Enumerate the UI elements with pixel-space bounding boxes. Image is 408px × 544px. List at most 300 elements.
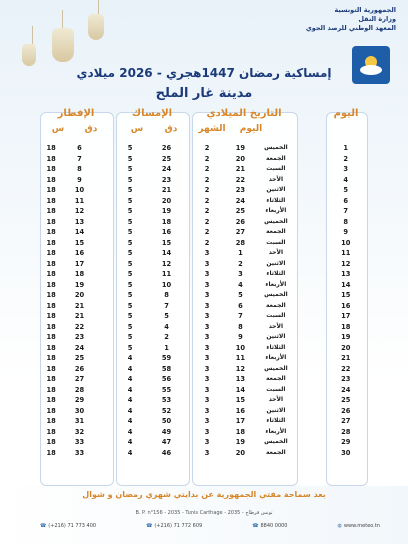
spacer-cell bbox=[97, 196, 113, 207]
imsak-hour-cell: 5 bbox=[127, 186, 133, 194]
iftar-minute-cell: 30 bbox=[74, 406, 85, 415]
table-row bbox=[40, 238, 366, 249]
date-cell: 6 bbox=[238, 301, 243, 310]
month-cell: 3 bbox=[204, 259, 210, 268]
date-cell: 7 bbox=[238, 312, 243, 320]
month-cell: 3 bbox=[204, 354, 210, 362]
spacer-cell bbox=[295, 364, 325, 375]
day-number-cell: 8 bbox=[343, 217, 349, 226]
spacer-cell bbox=[295, 175, 325, 186]
imsak-hour-cell: 5 bbox=[127, 322, 133, 331]
imsak-minute-cell: 24 bbox=[161, 165, 172, 173]
iftar-minute-cell: 23 bbox=[74, 333, 85, 341]
imsak-hour-cell: 4 bbox=[127, 364, 133, 373]
date-cell: 2 bbox=[238, 259, 243, 268]
table-row bbox=[40, 280, 366, 291]
spacer-cell bbox=[97, 322, 113, 333]
table-row bbox=[40, 395, 366, 406]
date-cell: 26 bbox=[235, 217, 246, 226]
weekday-cell: السبت bbox=[266, 385, 286, 393]
imsak-minute-cell: 23 bbox=[161, 175, 172, 184]
weekday-cell: الجمعة bbox=[266, 301, 286, 309]
spacer-cell bbox=[295, 227, 325, 238]
imsak-hour-cell: 5 bbox=[127, 301, 133, 310]
imsak-hour-cell: 5 bbox=[127, 196, 133, 205]
table-row bbox=[40, 322, 366, 333]
imsak-minute-cell: 19 bbox=[161, 207, 172, 215]
date-cell: 5 bbox=[238, 291, 243, 299]
month-cell: 2 bbox=[204, 217, 210, 226]
spacer-cell bbox=[295, 164, 325, 175]
weekday-cell: الأحد bbox=[268, 322, 284, 330]
day-number-cell: 15 bbox=[341, 291, 351, 299]
iftar-hour-cell: 18 bbox=[46, 385, 56, 394]
day-number-cell: 20 bbox=[341, 343, 351, 352]
phone-icon: ☎ bbox=[252, 523, 259, 529]
weekday-cell: الجمعة bbox=[266, 154, 286, 162]
imsak-hour-cell: 5 bbox=[127, 280, 133, 289]
table-row bbox=[40, 364, 366, 375]
imsak-hour-cell: 5 bbox=[127, 228, 133, 236]
date-cell: 3 bbox=[238, 270, 243, 278]
table-row bbox=[40, 185, 366, 196]
date-cell: 11 bbox=[235, 354, 246, 362]
imsak-minute-cell: 47 bbox=[161, 438, 172, 446]
iftar-minute-cell: 17 bbox=[74, 259, 85, 268]
spacer-cell bbox=[97, 175, 113, 186]
table-row bbox=[40, 416, 366, 427]
spacer-cell bbox=[295, 154, 325, 165]
table-row bbox=[40, 248, 366, 259]
imsak-hour-cell: 5 bbox=[127, 238, 133, 247]
iftar-minute-cell: 29 bbox=[74, 396, 85, 404]
table-row bbox=[40, 448, 366, 459]
date-cell: 25 bbox=[235, 207, 246, 215]
table-row bbox=[40, 143, 366, 154]
weekday-cell: الجمعة bbox=[266, 448, 286, 456]
phone-1 bbox=[40, 523, 96, 529]
month-cell: 2 bbox=[204, 207, 210, 215]
lantern-decoration bbox=[22, 44, 36, 66]
spacer-cell bbox=[295, 143, 325, 154]
date-cell: 16 bbox=[235, 406, 246, 415]
day-number-cell: 6 bbox=[343, 196, 349, 205]
iftar-hour-cell: 18 bbox=[46, 333, 56, 341]
mufti-note: بعد سماحة مفتي الجمهورية عن بدايتي شهري رمضان و شوال bbox=[82, 490, 326, 499]
imsak-minute-cell: 25 bbox=[161, 154, 172, 163]
iftar-minute-cell: 6 bbox=[77, 144, 82, 152]
spacer-cell bbox=[97, 395, 113, 406]
spacer-cell bbox=[295, 332, 325, 343]
spacer-cell bbox=[295, 437, 325, 448]
spacer-cell bbox=[97, 385, 113, 396]
imsak-hour-cell: 5 bbox=[127, 270, 133, 278]
day-number-cell: 14 bbox=[341, 280, 351, 289]
month-cell: 3 bbox=[204, 427, 210, 436]
iftar-hour-cell: 18 bbox=[46, 364, 56, 373]
iftar-hour-cell: 18 bbox=[46, 396, 56, 404]
weekday-cell: الأربعاء bbox=[265, 280, 287, 288]
weekday-cell: الأحد bbox=[268, 396, 284, 403]
date-cell: 9 bbox=[238, 333, 243, 341]
imsak-minute-cell: 8 bbox=[164, 291, 169, 299]
spacer-cell bbox=[295, 343, 325, 354]
month-cell: 3 bbox=[204, 385, 210, 394]
weekday-cell: الثلاثاء bbox=[266, 270, 286, 277]
iftar-minute-cell: 7 bbox=[77, 154, 82, 163]
spacer-cell bbox=[295, 374, 325, 385]
iftar-hour-cell: 18 bbox=[46, 196, 56, 205]
imsak-minute-cell: 52 bbox=[161, 406, 172, 415]
spacer-cell bbox=[97, 154, 113, 165]
month-cell: 3 bbox=[204, 333, 210, 341]
imsak-hour-cell: 4 bbox=[127, 385, 133, 394]
month-cell: 3 bbox=[204, 312, 210, 320]
table-row bbox=[40, 206, 366, 217]
imsak-hour-cell: 4 bbox=[127, 438, 133, 446]
date-cell: 23 bbox=[235, 186, 246, 194]
imsak-minute-cell: 7 bbox=[164, 301, 169, 310]
spacer-cell bbox=[295, 185, 325, 196]
imsak-minute-cell: 20 bbox=[161, 196, 172, 205]
iftar-minute-cell: 11 bbox=[74, 196, 85, 205]
spacer-cell bbox=[97, 259, 113, 270]
weekday-cell: الاثنين bbox=[266, 333, 286, 340]
lantern-decoration bbox=[88, 14, 104, 40]
iftar-hour-cell: 18 bbox=[46, 144, 56, 152]
iftar-minute-cell: 21 bbox=[74, 301, 85, 310]
spacer-cell bbox=[295, 259, 325, 270]
day-number-cell: 1 bbox=[343, 144, 349, 152]
weekday-cell: الأربعاء bbox=[265, 354, 287, 361]
month-cell: 3 bbox=[204, 270, 210, 278]
subheader-imsak-minute: دق bbox=[164, 124, 178, 134]
imsak-minute-cell: 55 bbox=[161, 385, 172, 394]
weekday-cell: الأحد bbox=[268, 249, 284, 256]
iftar-hour-cell: 18 bbox=[46, 301, 56, 310]
imsak-hour-cell: 5 bbox=[127, 165, 133, 173]
imsak-minute-cell: 56 bbox=[161, 375, 172, 383]
iftar-hour-cell: 18 bbox=[46, 322, 56, 331]
table-row bbox=[40, 290, 366, 301]
spacer-cell bbox=[97, 374, 113, 385]
imsak-hour-cell: 5 bbox=[127, 207, 133, 215]
date-cell: 20 bbox=[235, 448, 246, 457]
subheader-iftar-hour: س bbox=[51, 124, 65, 134]
day-number-cell: 18 bbox=[341, 322, 351, 331]
spacer-cell bbox=[97, 185, 113, 196]
iftar-hour-cell: 18 bbox=[46, 207, 56, 215]
weekday-cell: الأربعاء bbox=[265, 427, 287, 435]
imsak-minute-cell: 10 bbox=[161, 280, 172, 289]
subheader-month: الشهر bbox=[198, 124, 226, 134]
imsak-hour-cell: 4 bbox=[127, 417, 133, 425]
spacer-cell bbox=[97, 227, 113, 238]
spacer-cell bbox=[97, 343, 113, 354]
imsak-hour-cell: 5 bbox=[127, 333, 133, 341]
website[interactable] bbox=[338, 523, 380, 529]
month-cell: 2 bbox=[204, 144, 210, 152]
globe-icon: ◍ bbox=[337, 523, 342, 529]
fax-icon: ☎ bbox=[146, 523, 153, 529]
day-number-cell: 25 bbox=[341, 396, 351, 404]
day-number-cell: 19 bbox=[341, 333, 351, 341]
header-iftar: الإفطار bbox=[57, 108, 95, 119]
iftar-minute-cell: 31 bbox=[74, 417, 85, 425]
month-cell: 3 bbox=[204, 280, 210, 289]
imsak-minute-cell: 1 bbox=[164, 343, 169, 352]
phone-icon: ☎ bbox=[40, 523, 47, 529]
spacer-cell bbox=[97, 143, 113, 154]
table-row bbox=[40, 353, 366, 364]
phone-2-text: (+216) 71 772 609 bbox=[154, 523, 203, 529]
day-number-cell: 22 bbox=[341, 364, 351, 373]
date-cell: 8 bbox=[238, 322, 243, 331]
spacer-cell bbox=[295, 395, 325, 406]
spacer-cell bbox=[97, 332, 113, 343]
imsak-minute-cell: 21 bbox=[161, 186, 172, 194]
spacer-cell bbox=[295, 217, 325, 228]
table-row bbox=[40, 343, 366, 354]
spacer-cell bbox=[97, 217, 113, 228]
spacer-cell bbox=[295, 248, 325, 259]
day-number-cell: 5 bbox=[343, 186, 349, 194]
weekday-cell: السبت bbox=[266, 312, 286, 319]
day-number-cell: 30 bbox=[341, 448, 351, 457]
month-cell: 3 bbox=[204, 249, 210, 257]
month-cell: 3 bbox=[204, 291, 210, 299]
iftar-hour-cell: 18 bbox=[46, 238, 56, 247]
spacer-cell bbox=[97, 164, 113, 175]
org-line-1: الجمهورية التونسية bbox=[334, 6, 396, 14]
day-number-cell: 29 bbox=[341, 438, 351, 446]
imsak-minute-cell: 18 bbox=[161, 217, 172, 226]
iftar-hour-cell: 18 bbox=[46, 417, 56, 425]
day-number-cell: 27 bbox=[341, 417, 351, 425]
weekday-cell: الجمعة bbox=[266, 228, 286, 235]
day-number-cell: 28 bbox=[341, 427, 351, 436]
iftar-minute-cell: 26 bbox=[74, 364, 85, 373]
date-cell: 27 bbox=[235, 228, 246, 236]
table-row bbox=[40, 227, 366, 238]
iftar-minute-cell: 19 bbox=[74, 280, 85, 289]
imsak-minute-cell: 53 bbox=[161, 396, 172, 404]
website-text[interactable]: www.meteo.tn bbox=[343, 523, 380, 529]
spacer-cell bbox=[97, 448, 113, 459]
phone-1-text: (+216) 71 773 400 bbox=[48, 523, 97, 529]
spacer-cell bbox=[295, 311, 325, 322]
lantern-decoration bbox=[52, 28, 74, 62]
header-date: التاريخ الميلادي bbox=[206, 108, 282, 119]
weekday-cell: الاثنين bbox=[266, 186, 286, 193]
iftar-hour-cell: 18 bbox=[46, 154, 56, 163]
weekday-cell: الثلاثاء bbox=[266, 417, 286, 424]
imsak-hour-cell: 5 bbox=[127, 154, 133, 163]
date-cell: 20 bbox=[235, 154, 246, 163]
imsak-hour-cell: 4 bbox=[127, 375, 133, 383]
date-cell: 4 bbox=[238, 280, 243, 289]
contacts-bar bbox=[40, 523, 380, 529]
subheader-imsak-hour: س bbox=[130, 124, 144, 134]
weekday-cell: الخميس bbox=[264, 144, 288, 151]
iftar-minute-cell: 28 bbox=[74, 385, 85, 394]
address: B. P. n°156 - 2035 - Tunis Carthage - 2035 - تونس قرطاج bbox=[135, 510, 273, 516]
weekday-cell: الخميس bbox=[264, 217, 288, 225]
spacer-cell bbox=[295, 196, 325, 207]
imsak-minute-cell: 2 bbox=[164, 333, 169, 341]
day-number-cell: 12 bbox=[341, 259, 351, 268]
spacer-cell bbox=[295, 238, 325, 249]
weekday-cell: الأربعاء bbox=[265, 207, 287, 214]
day-number-cell: 13 bbox=[341, 270, 351, 278]
weekday-cell: الثلاثاء bbox=[266, 196, 286, 204]
spacer-cell bbox=[295, 406, 325, 417]
iftar-hour-cell: 18 bbox=[46, 427, 56, 436]
weekday-cell: الأحد bbox=[268, 175, 284, 183]
iftar-minute-cell: 21 bbox=[74, 312, 85, 320]
table-row bbox=[40, 437, 366, 448]
iftar-minute-cell: 13 bbox=[74, 217, 85, 226]
date-cell: 12 bbox=[235, 364, 246, 373]
spacer-cell bbox=[295, 385, 325, 396]
month-cell: 2 bbox=[204, 154, 210, 163]
spacer-cell bbox=[97, 427, 113, 438]
iftar-hour-cell: 18 bbox=[46, 354, 56, 362]
iftar-minute-cell: 12 bbox=[74, 207, 85, 215]
table-row bbox=[40, 164, 366, 175]
month-cell: 2 bbox=[204, 196, 210, 205]
spacer-cell bbox=[295, 353, 325, 364]
date-cell: 18 bbox=[235, 427, 246, 436]
month-cell: 3 bbox=[204, 322, 210, 331]
imsak-minute-cell: 15 bbox=[161, 238, 172, 247]
month-cell: 2 bbox=[204, 186, 210, 194]
imsak-minute-cell: 26 bbox=[161, 144, 172, 152]
iftar-minute-cell: 8 bbox=[77, 165, 82, 173]
day-number-cell: 11 bbox=[341, 249, 351, 257]
weekday-cell: الجمعة bbox=[266, 375, 286, 382]
day-number-cell: 21 bbox=[341, 354, 351, 362]
iftar-minute-cell: 10 bbox=[74, 186, 85, 194]
iftar-minute-cell: 20 bbox=[74, 291, 85, 299]
imsak-minute-cell: 14 bbox=[161, 249, 172, 257]
iftar-hour-cell: 18 bbox=[46, 270, 56, 278]
iftar-minute-cell: 27 bbox=[74, 375, 85, 383]
imsak-minute-cell: 16 bbox=[161, 228, 172, 236]
iftar-hour-cell: 18 bbox=[46, 375, 56, 383]
imsak-hour-cell: 5 bbox=[127, 175, 133, 184]
spacer-cell bbox=[295, 301, 325, 312]
spacer-cell bbox=[97, 280, 113, 291]
weekday-cell: السبت bbox=[266, 165, 286, 172]
day-number-cell: 3 bbox=[343, 165, 349, 173]
imsak-hour-cell: 5 bbox=[127, 312, 133, 320]
imsak-hour-cell: 4 bbox=[127, 396, 133, 404]
spacer-cell bbox=[295, 290, 325, 301]
month-cell: 3 bbox=[204, 448, 210, 457]
toll-free bbox=[252, 523, 287, 529]
toll-free-text: 8840 0000 bbox=[260, 523, 288, 529]
day-number-cell: 9 bbox=[343, 228, 349, 236]
month-cell: 2 bbox=[204, 228, 210, 236]
iftar-minute-cell: 32 bbox=[74, 427, 85, 436]
org-line-3: المعهد الوطني للرصد الجوي bbox=[305, 24, 396, 32]
table-row bbox=[40, 332, 366, 343]
imsak-hour-cell: 4 bbox=[127, 427, 133, 436]
month-cell: 3 bbox=[204, 301, 210, 310]
date-cell: 21 bbox=[235, 165, 246, 173]
subheader-weekday: اليوم bbox=[239, 124, 263, 134]
iftar-minute-cell: 22 bbox=[74, 322, 85, 331]
imsak-hour-cell: 5 bbox=[127, 249, 133, 257]
month-cell: 3 bbox=[204, 438, 210, 446]
spacer-cell bbox=[97, 416, 113, 427]
date-cell: 22 bbox=[235, 175, 246, 184]
iftar-hour-cell: 18 bbox=[46, 249, 56, 257]
day-number-cell: 16 bbox=[341, 301, 351, 310]
iftar-minute-cell: 24 bbox=[74, 343, 85, 352]
phone-2 bbox=[146, 523, 202, 529]
day-number-cell: 2 bbox=[343, 154, 349, 163]
spacer-cell bbox=[295, 448, 325, 459]
city-name: مدينة غار الملح bbox=[155, 86, 253, 101]
imsak-minute-cell: 12 bbox=[161, 259, 172, 268]
imsak-minute-cell: 59 bbox=[161, 354, 172, 362]
iftar-hour-cell: 18 bbox=[46, 438, 56, 446]
weekday-cell: الاثنين bbox=[266, 259, 286, 267]
header-imsak: الإمساك bbox=[131, 108, 173, 119]
month-cell: 3 bbox=[204, 417, 210, 425]
iftar-hour-cell: 18 bbox=[46, 165, 56, 173]
table-row bbox=[40, 217, 366, 228]
spacer-cell bbox=[295, 416, 325, 427]
date-cell: 28 bbox=[235, 238, 246, 247]
day-number-cell: 10 bbox=[341, 238, 351, 247]
day-number-cell: 7 bbox=[343, 207, 349, 215]
month-cell: 3 bbox=[204, 364, 210, 373]
iftar-hour-cell: 18 bbox=[46, 228, 56, 236]
spacer-cell bbox=[295, 269, 325, 280]
iftar-minute-cell: 33 bbox=[74, 438, 85, 446]
month-cell: 2 bbox=[204, 238, 210, 247]
iftar-minute-cell: 33 bbox=[74, 448, 85, 457]
table-row bbox=[40, 269, 366, 280]
spacer-cell bbox=[97, 238, 113, 249]
date-cell: 19 bbox=[235, 438, 246, 446]
month-cell: 3 bbox=[204, 343, 210, 352]
spacer-cell bbox=[97, 248, 113, 259]
month-cell: 3 bbox=[204, 406, 210, 415]
spacer-cell bbox=[295, 280, 325, 291]
table-row bbox=[40, 374, 366, 385]
iftar-hour-cell: 18 bbox=[46, 259, 56, 268]
imsak-minute-cell: 46 bbox=[161, 448, 172, 457]
spacer-cell bbox=[295, 206, 325, 217]
day-number-cell: 24 bbox=[341, 385, 351, 394]
month-cell: 2 bbox=[204, 175, 210, 184]
spacer-cell bbox=[97, 290, 113, 301]
spacer-cell bbox=[97, 301, 113, 312]
month-cell: 3 bbox=[204, 396, 210, 404]
month-cell: 2 bbox=[204, 165, 210, 173]
iftar-minute-cell: 18 bbox=[74, 270, 85, 278]
table-row bbox=[40, 311, 366, 322]
imsak-hour-cell: 5 bbox=[127, 343, 133, 352]
org-line-2: وزارة النقل bbox=[358, 15, 396, 23]
spacer-cell bbox=[295, 427, 325, 438]
date-cell: 14 bbox=[235, 385, 246, 394]
iftar-hour-cell: 18 bbox=[46, 217, 56, 226]
